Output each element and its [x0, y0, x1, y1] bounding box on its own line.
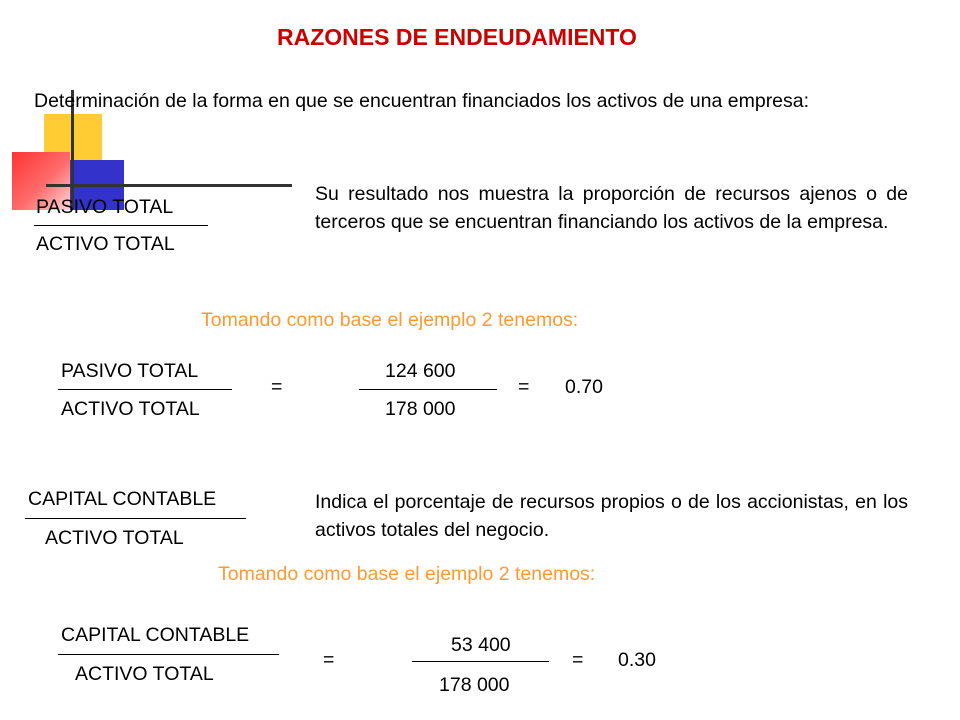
ratio2-fraction-bar — [25, 518, 246, 519]
ratio1-denominator: ACTIVO TOTAL — [36, 233, 175, 255]
ratio2-example-denominator: ACTIVO TOTAL — [75, 663, 214, 685]
ratio1-example-numerator: PASIVO TOTAL — [61, 360, 199, 382]
ratio2-example-value-denominator: 178 000 — [439, 674, 510, 696]
ratio2-example-equals: = — [323, 649, 335, 671]
ratio2-example-value-fraction-bar — [412, 661, 549, 662]
ratio1-fraction-bar — [34, 225, 208, 226]
ratio2-example-fraction-bar — [58, 654, 279, 655]
ratio2-example-numerator: CAPITAL CONTABLE — [61, 624, 250, 646]
ratio1-example-value-numerator: 124 600 — [385, 360, 456, 382]
ratio2-description: Indica el porcentaje de recursos propios o de los accionistas, en los activos totales del negocio. — [315, 491, 908, 541]
ratio1-example-result: 0.70 — [565, 376, 603, 398]
ratio2-example-equals2: = — [572, 649, 584, 671]
ratio1-example-value-denominator: 178 000 — [385, 398, 456, 420]
ratio1-example-value-fraction-bar — [359, 389, 497, 390]
ratio1-example-equals2: = — [518, 376, 530, 398]
ratio1-example-equals: = — [271, 376, 283, 398]
page-title: RAZONES DE ENDEUDAMIENTO — [277, 24, 637, 50]
ratio1-example-heading: Tomando como base el ejemplo 2 tenemos: — [201, 309, 579, 331]
ratio2-example-value-numerator: 53 400 — [451, 634, 511, 656]
ratio2-denominator: ACTIVO TOTAL — [45, 527, 184, 549]
ratio2-numerator: CAPITAL CONTABLE — [28, 488, 217, 510]
ratio1-numerator: PASIVO TOTAL — [36, 196, 174, 218]
ratio2-example-heading: Tomando como base el ejemplo 2 tenemos: — [218, 563, 596, 585]
ratio1-description: Su resultado nos muestra la proporción de recursos ajenos o de terceros que se encuentran financiando los activos de la empresa. — [315, 183, 908, 233]
deco-horizontal-line — [46, 184, 292, 187]
ratio1-example-denominator: ACTIVO TOTAL — [61, 398, 200, 420]
ratio2-example-result: 0.30 — [618, 649, 656, 671]
ratio1-example-fraction-bar — [58, 389, 232, 390]
intro-text: Determinación de la forma en que se encuentran financiados los activos de una empresa: — [34, 90, 810, 112]
